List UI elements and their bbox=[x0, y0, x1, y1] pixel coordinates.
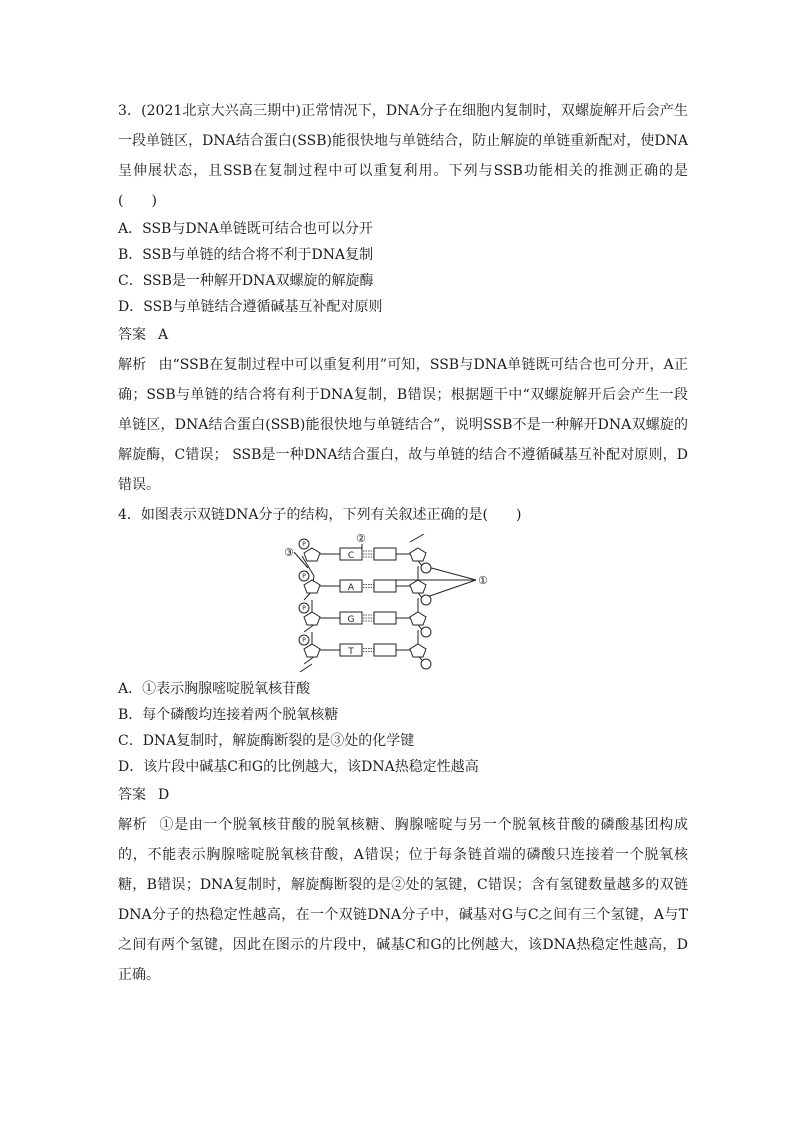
q3-analysis: 由“SSB在复制过程中可以重复利用”可知，SSB与DNA单链既可结合也可分开，A正确；SSB与单链的结合将有利于DNA复制，B错误；根据题干中“双螺旋解开后会产生一段单链区，DNA结合蛋白(SSB)能很快地与单链结合”，说明SSB不是一种解开DNA双螺旋的解旋酶，C错误； SSB是一种DNA结合蛋白，故与单链的结合不遵循碱基互补配对原则，D错误。 bbox=[118, 357, 688, 493]
q4-answer: D bbox=[158, 787, 170, 803]
q4-analysis-label: 解析 bbox=[118, 817, 148, 833]
q4-stem: 4．如图表示双链DNA分子的结构，下列有关叙述正确的是( ) bbox=[118, 507, 522, 523]
phosphate-circle bbox=[421, 627, 431, 637]
base-box-complement bbox=[374, 548, 396, 560]
base-pair-rows bbox=[304, 548, 426, 657]
q3-option-d: D．SSB与单链结合遵循碱基互补配对原则 bbox=[118, 299, 383, 315]
q4-option-b: B．每个磷酸均连接着两个脱氧核糖 bbox=[118, 707, 339, 723]
deoxyribose-right bbox=[410, 548, 426, 561]
base-box-complement bbox=[374, 644, 396, 656]
deoxyribose-right bbox=[410, 644, 426, 657]
q3-answer-label: 答案 bbox=[118, 327, 146, 343]
phosphate-label: P bbox=[302, 541, 306, 548]
q4-option-d: D．该片段中碱基C和G的比例越大，该DNA热稳定性越高 bbox=[118, 759, 479, 775]
q4-analysis: ①是由一个脱氧核苷酸的脱氧核糖、胸腺嘧啶与另一个脱氧核苷酸的磷酸基团构成的，不能表示胸腺嘧啶脱氧核苷酸，A错误；位于每条链首端的磷酸只连接着一个脱氧核糖，B错误；DNA复制时，解旋酶断裂的是②处的氢键，C错误；含有氢键数量越多的双链DNA分子的热稳定性越高，在一个双链DNA分子中，碱基对G与C之间有三个氢键，A与T之间有两个氢键，因此在图示的片段中，碱基C和G的比例越大，该DNA热稳定性越高，D正确。 bbox=[118, 817, 688, 983]
base-label: A bbox=[347, 583, 355, 593]
phosphate-label: P bbox=[302, 605, 306, 612]
base-label: C bbox=[347, 551, 355, 561]
phosphate-circle bbox=[421, 659, 431, 669]
q3-answer: A bbox=[158, 327, 169, 343]
q4-answer-line bbox=[118, 780, 688, 810]
q3-analysis-label: 解析 bbox=[118, 357, 147, 373]
document-page bbox=[118, 96, 688, 990]
phosphate-label: P bbox=[302, 573, 306, 580]
deoxyribose-left bbox=[304, 612, 320, 625]
dna-structure-diagram bbox=[282, 534, 512, 672]
q3-option-c: C．SSB是一种解开DNA双螺旋的解旋酶 bbox=[118, 273, 374, 289]
q4-option-a: A．①表示胸腺嘧啶脱氧核苷酸 bbox=[118, 681, 311, 697]
q3-analysis-line bbox=[118, 350, 688, 500]
deoxyribose-right bbox=[410, 612, 426, 625]
q3-answer-line bbox=[118, 320, 688, 350]
phosphate-circle bbox=[421, 595, 431, 605]
deoxyribose-left bbox=[304, 644, 320, 657]
q4-option-c: C．DNA复制时，解旋酶断裂的是③处的化学键 bbox=[118, 733, 415, 749]
phosphate-circle bbox=[421, 563, 431, 573]
base-label: G bbox=[347, 615, 355, 625]
marker-3: ③ bbox=[284, 546, 294, 559]
phosphate-label: P bbox=[302, 637, 306, 644]
base-box-complement bbox=[374, 612, 396, 624]
deoxyribose-left bbox=[304, 548, 320, 561]
base-box-complement bbox=[374, 580, 396, 592]
q4-analysis-line bbox=[118, 810, 688, 990]
marker-2: ② bbox=[356, 534, 366, 545]
marker-1: ① bbox=[478, 574, 488, 587]
q3-option-a: A．SSB与DNA单链既可结合也可以分开 bbox=[118, 221, 373, 237]
deoxyribose-left bbox=[304, 580, 320, 593]
q3-option-b: B．SSB与单链的结合将不利于DNA复制 bbox=[118, 247, 374, 263]
q4-answer-label: 答案 bbox=[118, 787, 146, 803]
deoxyribose-right bbox=[410, 580, 426, 593]
base-label: T bbox=[348, 647, 354, 657]
q3-stem: 3．(2021北京大兴高三期中)正常情况下，DNA分子在细胞内复制时，双螺旋解开后会产生一段单链区，DNA结合蛋白(SSB)能很快地与单链结合，防止解旋的单链重新配对，使DNA呈伸展状态，且SSB在复制过程中可以重复利用。下列与SSB功能相关的推测正确的是( ) bbox=[118, 103, 688, 209]
